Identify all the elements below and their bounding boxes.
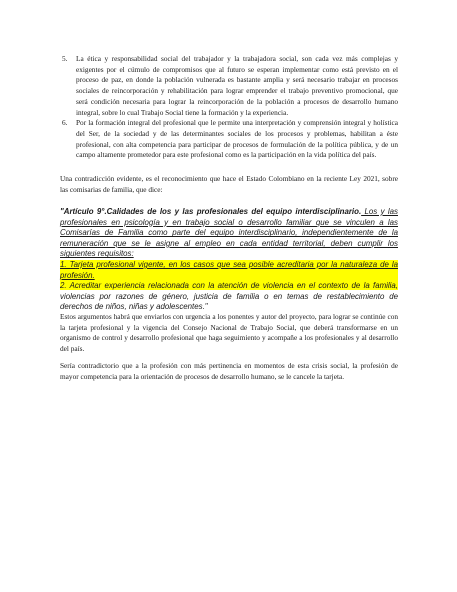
quote-underlined-text: Los y las profesionales en psicología y en trabajo social o desarrollo familiar que se vinculen a las Comisarías de Familia como parte del equipo interdisciplinario, independientemente de la remuneración que se le asigne al empleo en cada entidad territorial, deben cumplir los siguientes requisitos: [60, 207, 398, 259]
quote-item-1: 1. Tarjeta profesional vigente, en los casos que sea posible acreditaria por la naturaleza de la profesión. [60, 259, 398, 280]
quote-item-2-rest: violencias por razones de género, justicia de familia o en temas de restablecimiento de derechos de niños, niñas y adolescentes." [60, 291, 398, 312]
list-item [62, 118, 398, 161]
arguments-paragraph: Estos argumentos habrá que enviarlos con urgencia a los ponentes y autor del proyecto, para lograr se continúe con la tarjeta profesional y la vigencia del Consejo Nacional de Trabajo Social, que deberá transformarse en un organismo de control y desarrollo profesional que haga seguimiento y acompañe a los profesionales y al desarrollo del país. [60, 312, 398, 354]
list-item-number: 5. [62, 54, 68, 63]
quote-item-2-highlight: 2. Acreditar experiencia relacionada con la atención de violencia en el contexto de la familia, [60, 281, 398, 291]
quote-article-title: "Artículo 9°.Calidades de los y las profesionales del equipo interdisciplinario. [60, 207, 362, 216]
list-item-text: La ética y responsabilidad social del trabajador y la trabajadora social, son cada vez más complejas y exigentes por el cúmulo de compromisos que al futuro se esperan implementar como está previsto en el proceso de paz, en donde la población vulnerada es bastante amplia y será necesario trabajar en procesos sociales de reincorporación y rehabilitación para lograr emprender el trabajo preventivo promocional, que será condición necesaria para lograr la reincorporación de la población a procesos de desarrollo humano integral, sobre lo cual Trabajo Social tiene la formación y la experiencia. [76, 54, 398, 117]
list-item [62, 54, 398, 118]
numbered-list [62, 54, 398, 161]
intro-paragraph: Una contradicción evidente, es el reconocimiento que hace el Estado Colombiano en la reciente Ley 2021, sobre las comisarias de familia, que dice: [60, 174, 398, 194]
list-item-number: 6. [62, 118, 68, 128]
law-quote [60, 207, 398, 313]
closing-paragraph: Sería contradictorio que a la profesión con más pertinencia en momentos de esta crisis social, la profesión de mayor competencia para la orientación de procesos de desarrollo humano, se le cancele la tarjeta. [60, 361, 398, 381]
list-item-text: Por la formación integral del profesional que le permite una interpretación y comprensión integral y holística del Ser, de la sociedad y de las determinantes sociales de los procesos y problemas, habilitan a éste profesional, con alta competencia para participar de procesos de formulación de la política pública, y de un campo altamente prometedor para este profesional como es la participación en la vida política del país. [76, 118, 398, 160]
